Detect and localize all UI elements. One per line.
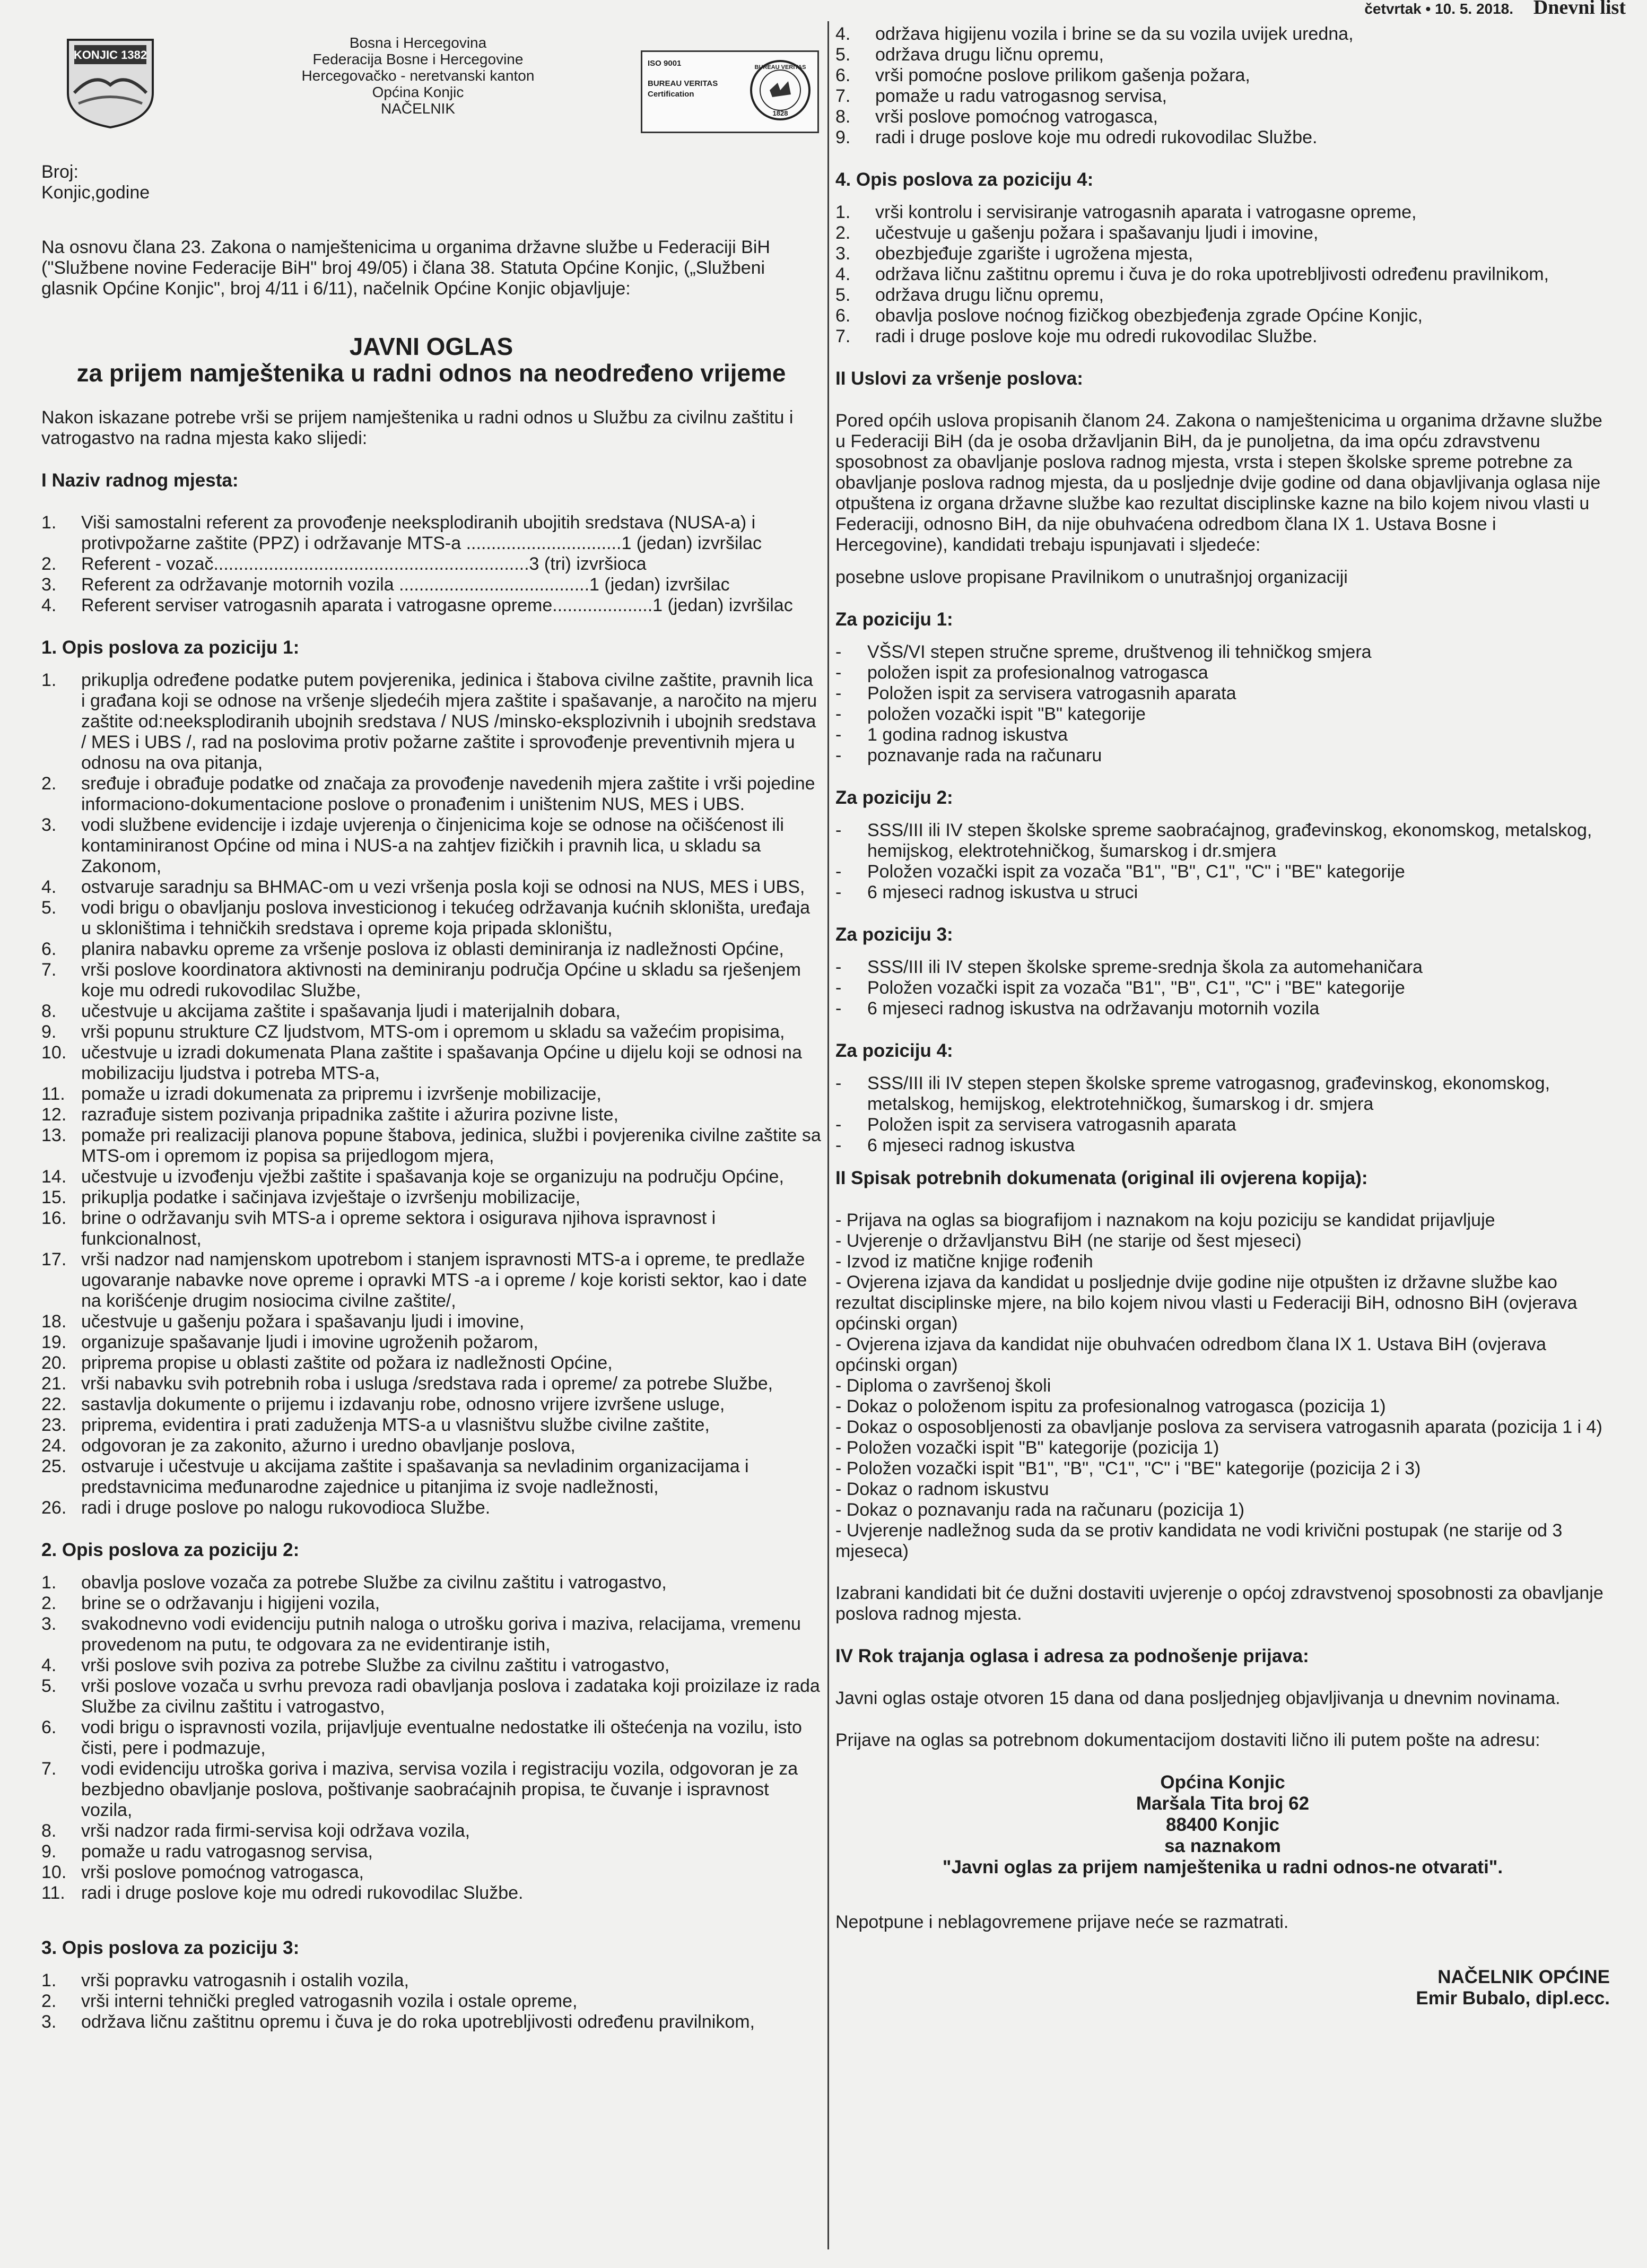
item-number: 17. xyxy=(41,1249,67,1270)
list-item xyxy=(41,1970,821,1991)
requirement-text: položen ispit za profesionalnog vatrogasca xyxy=(867,663,1208,683)
item-number: 8. xyxy=(41,1001,57,1021)
document-item: - Dokaz o osposobljenosti za obavljanje poslova za servisera vatrogasnih aparata (pozicija 1 i 4) xyxy=(835,1417,1602,1437)
item-text: priprema propise u oblasti zaštite od požara iz nadležnosti Općine, xyxy=(81,1353,613,1373)
item-number: 11. xyxy=(41,1883,65,1903)
list-item xyxy=(41,1105,821,1125)
list-item xyxy=(41,939,821,960)
item-text: prikuplja određene podatke putem povjerenika, jedinica i štabova civilne zaštite, pravnih lica i građana koji se odnose na vršenje sljedećih mjera zaštite i spašavanje, a naročito na mjeru zaštite od:neeksplodiranih ubojnih sredstava / NUS /minsko-eksplozivnih i ubojnih sredstava / MES i UBS /, rad na poslovima protiv požarne zaštite i sprovođenje preventivnih mjera u odnosu na ova pitanja, xyxy=(81,670,817,773)
duties-list-1 xyxy=(41,670,821,1518)
item-number: 4. xyxy=(41,877,57,897)
item-number: 7. xyxy=(41,960,57,980)
requirement-item: - SSS/III ili IV stepen školske spreme saobraćajnog, građevinskog, ekonomskog, metalskog, hemijskog, elektrotehničkog, šumarskog i dr.smjera xyxy=(835,820,1610,862)
item-text: radi i druge poslove koje mu odredi rukovodilac Službe. xyxy=(875,127,1318,147)
item-text: vrši kontrolu i servisiranje vatrogasnih aparata i vatrogasne opreme, xyxy=(875,202,1417,222)
item-text: vodi brigu o ispravnosti vozila, prijavljuje eventualne nedostatke ili oštećenja na vozilu, isto čisti, pere i podmazuje, xyxy=(81,1717,802,1758)
list-item xyxy=(41,1821,821,1841)
incomplete-note: Nepotpune i neblagovremene prijave neće se razmatrati. xyxy=(835,1912,1289,1932)
item-number: 3. xyxy=(835,244,851,264)
item-number: 8. xyxy=(835,107,851,127)
section-heading-rok: IV Rok trajanja oglasa i adresa za podnošenje prijava: xyxy=(835,1646,1309,1666)
item-number: 6. xyxy=(835,65,851,85)
list-item xyxy=(41,1167,821,1187)
document-item: - Uvjerenje o državljanstvu BiH (ne starije od šest mjeseci) xyxy=(835,1231,1302,1251)
item-text: brine se o održavanju i higijeni vozila, xyxy=(81,1593,380,1613)
requirement-item: - položen ispit za profesionalnog vatrogasca xyxy=(835,663,1208,683)
item-number: 1. xyxy=(41,1970,57,1991)
item-text: radi i druge poslove koje mu odredi rukovodilac Službe. xyxy=(81,1883,524,1903)
item-number: 15. xyxy=(41,1187,67,1207)
signature-title: NAČELNIK OPĆINE xyxy=(1437,1967,1610,1987)
item-text: Referent serviser vatrogasnih aparata i vatrogasne opreme....................1 (jedan) izvršilac xyxy=(81,595,793,615)
position-3-requirements xyxy=(835,957,1610,1019)
item-text: Referent - vozač...............................................................3 (tri) izvršioca xyxy=(81,554,647,574)
requirement-text: Položen ispit za servisera vatrogasnih aparata xyxy=(867,683,1236,703)
item-text: učestvuje u akcijama zaštite i spašavanja ljudi i materijalnih dobara, xyxy=(81,1001,621,1021)
item-number: 5. xyxy=(41,1676,57,1696)
item-number: 23. xyxy=(41,1415,67,1435)
conditions-paragraph: Pored općih uslova propisanih članom 24. Zakona o namještenicima u organima državne službe u Federaciji BiH (da je osoba državljanin BiH, da je punoljetna, da ima opću zdravstvenu sposobnost za obavljanje poslova radnog mjesta, vrsta i stepen školske spreme potrebne za obavljanje poslova radnog mjesta, da u posljednje dvije godine od dana objavljivanja oglasa nije otpuštena iz organa državne službe kao rezultat disciplinske kazne na bilo kojem nivou vlasti u Federaciji, odnosno BiH, da nije obuhvaćena odredbom člana IX 1. Ustava Bosne i Hercegovine), kandidati trebaju ispunjavati i sljedeće: xyxy=(835,411,1602,555)
document-item: - Prijava na oglas sa biografijom i naznakom na koju poziciju se kandidat prijavljuje xyxy=(835,1210,1495,1230)
letterhead-line-5: NAČELNIK xyxy=(380,100,456,117)
item-number: 2. xyxy=(41,1593,57,1613)
duties-list-3b xyxy=(835,24,1610,148)
item-number: 2. xyxy=(835,223,851,243)
requirement-text: SSS/III ili IV stepen školske spreme saobraćajnog, građevinskog, ekonomskog, metalskog, hemijskog, elektrotehničkog, šumarskog i dr.smjera xyxy=(867,820,1592,861)
requirement-item: - Položen ispit za servisera vatrogasnih aparata xyxy=(835,1115,1236,1135)
ad-subtitle: za prijem namještenika u radni odnos na neodređeno vrijeme xyxy=(76,359,786,387)
item-text: vrši poslove pomoćnog vatrogasca, xyxy=(875,107,1158,127)
item-text: vodi službene evidencije i izdaje uvjerenja o činjenicima koje se odnose na očišćenost ili kontaminiranost Općine od mina i NUS-a na zahtjev fizičkih i pravnih lica, u skladu sa Zakonom, xyxy=(81,815,784,876)
requirement-item: - 6 mjeseci radnog iskustva u struci xyxy=(835,882,1138,902)
item-number: 1. xyxy=(41,1572,57,1593)
address-line-4: sa naznakom xyxy=(1164,1836,1281,1856)
list-item xyxy=(41,1614,821,1655)
list-item xyxy=(41,1456,821,1498)
list-item xyxy=(41,1415,821,1436)
list-item xyxy=(835,306,1610,326)
signature-name: Emir Bubalo, dipl.ecc. xyxy=(1416,1988,1610,2009)
document-item: - Položen vozački ispit "B1", "B", "C1", "C" i "BE" kategorije (pozicija 2 i 3) xyxy=(835,1458,1421,1479)
list-item xyxy=(41,1655,821,1676)
item-number: 9. xyxy=(835,127,851,147)
list-item xyxy=(835,65,1610,86)
section-heading-opis2: 2. Opis poslova za poziciju 2: xyxy=(41,1540,300,1560)
document-number-label: Broj: xyxy=(41,162,79,182)
requirement-text: položen vozački ispit "B" kategorije xyxy=(867,704,1146,724)
list-item xyxy=(41,1759,821,1821)
item-text: održava higijenu vozila i brine se da su vozila uvijek uredna, xyxy=(875,24,1354,44)
requirement-text: 1 godina radnog iskustva xyxy=(867,725,1068,745)
submission-text: Prijave na oglas sa potrebnom dokumentacijom dostaviti lično ili putem pošte na adresu: xyxy=(835,1730,1540,1750)
item-text: učestvuje u izvođenju vježbi zaštite i spašavanja koje se organizuju na području Općine, xyxy=(81,1167,784,1187)
item-text: ostvaruje saradnju sa BHMAC-om u vezi vršenja posla koji se odnosi na NUS, MES i UBS, xyxy=(81,877,805,897)
document-item: - Uvjerenje nadležnog suda da se protiv kandidata ne vodi krivični postupak (ne starije od 3 mjeseca) xyxy=(835,1520,1563,1561)
cert-labels xyxy=(648,58,743,100)
list-item xyxy=(41,1042,821,1084)
list-item xyxy=(41,1084,821,1105)
list-item xyxy=(41,877,821,898)
list-item xyxy=(41,898,821,939)
item-number: 6. xyxy=(835,306,851,326)
letterhead-line-1: Bosna i Hercegovina xyxy=(349,34,487,51)
list-item xyxy=(41,1991,821,2012)
requirement-item: - poznavanje rada na računaru xyxy=(835,745,1102,766)
item-text: vodi evidenciju utroška goriva i maziva, servisa vozila i registraciju vozila, odgovoran je za bezbjedno obavljanje poslova, poštivanje saobraćajnih propisa, te čuvanje i ispravnost vozila, xyxy=(81,1759,798,1820)
item-number: 6. xyxy=(41,939,57,959)
coat-of-arms-text: KONJIC 1382 xyxy=(73,48,147,62)
list-item xyxy=(41,1208,821,1249)
item-text: prikuplja podatke i sačinjava izvještaje o izvršenju mobilizacije, xyxy=(81,1187,581,1207)
item-number: 3. xyxy=(41,1614,57,1634)
list-item xyxy=(41,774,821,815)
letterhead-line-2: Federacija Bosne i Hercegovine xyxy=(312,51,524,67)
requirement-text: Položen vozački ispit za vozača "B1", "B", C1", "C" i "BE" kategorije xyxy=(867,862,1405,882)
item-text: vrši nabavku svih potrebnih roba i usluga /sredstava rada i opreme/ za potrebe Službe, xyxy=(81,1374,773,1394)
list-item xyxy=(41,1187,821,1208)
item-text: ostvaruje i učestvuje u akcijama zaštite i spašavanja sa nevladinim organizacijama i predstavnicima međunarodne zajednice u pitanjima iz svoje nadležnosti, xyxy=(81,1456,749,1497)
item-text: pomaže u radu vatrogasnog servisa, xyxy=(875,86,1167,106)
item-number: 3. xyxy=(41,575,57,595)
item-number: 7. xyxy=(41,1759,57,1779)
newspaper-header xyxy=(1148,0,1647,17)
position-3-heading: Za poziciju 3: xyxy=(835,924,953,945)
item-number: 10. xyxy=(41,1042,67,1063)
item-text: održava ličnu zaštitnu opremu i čuva je do roka upotrebljivosti određenu pravilnikom, xyxy=(875,264,1549,284)
list-item xyxy=(41,1001,821,1022)
position-2-heading: Za poziciju 2: xyxy=(835,787,953,808)
item-number: 7. xyxy=(835,86,851,106)
documents-list xyxy=(835,1210,1610,1562)
section-heading-opis4: 4. Opis poslova za poziciju 4: xyxy=(835,169,1094,190)
section-heading-dokumenti: II Spisak potrebnih dokumenata (original ili ovjerena kopija): xyxy=(835,1168,1368,1188)
item-number: 19. xyxy=(41,1332,67,1352)
requirement-item: - 6 mjeseci radnog iskustva xyxy=(835,1135,1075,1155)
document-item: - Ovjerena izjava da kandidat nije obuhvaćen odredbom člana IX 1. Ustava BiH (ovjerava općinski organ) xyxy=(835,1334,1546,1375)
requirement-item: - Položen vozački ispit za vozača "B1", "B", C1", "C" i "BE" kategorije xyxy=(835,862,1405,882)
health-note: Izabrani kandidati bit će dužni dostaviti uvjerenje o općoj zdravstvenoj sposobnosti za obavljanje poslova radnog mjesta. xyxy=(835,1583,1604,1624)
item-text: vrši nadzor nad namjenskom upotrebom i stanjem ispravnosti MTS-a i opreme, te predlaže ugovaranje nabavke nove opreme i opravki MTS -a i opreme / koje koristi sektor, kao i date na korišćenje drugim nosiocima civilne zaštite/, xyxy=(81,1249,807,1311)
item-text: pomaže pri realizaciji planova popune štabova, jedinica, službi i povjerenika civilne zaštite sa MTS-om i opremom iz popisa sa prijedlogom mjera, xyxy=(81,1125,821,1166)
list-item xyxy=(41,1311,821,1332)
list-item xyxy=(41,1883,821,1904)
item-number: 4. xyxy=(835,24,851,44)
item-text: planira nabavku opreme za vršenje poslova iz oblasti deminiranja iz nadležnosti Općine, xyxy=(81,939,784,959)
requirement-item: - 1 godina radnog iskustva xyxy=(835,725,1068,745)
list-item xyxy=(41,1593,821,1614)
duties-list-2 xyxy=(41,1572,821,1904)
item-number: 2. xyxy=(41,554,57,574)
item-text: Viši samostalni referent za provođenje neeksplodiranih ubojitih sredstava (NUSA-a) i protivpožarne zaštite (PPZ) i održavanje MTS-a ...............................1 (jedan) izvršilac xyxy=(81,512,762,553)
item-number: 12. xyxy=(41,1105,67,1125)
item-text: vrši pomoćne poslove prilikom gašenja požara, xyxy=(875,65,1250,85)
item-text: radi i druge poslove koje mu odredi rukovodilac Službe. xyxy=(875,326,1318,346)
list-item xyxy=(835,45,1610,65)
item-number: 1. xyxy=(41,670,57,690)
list-item xyxy=(835,244,1610,264)
document-item: - Dokaz o položenom ispitu za profesionalnog vatrogasca (pozicija 1) xyxy=(835,1396,1386,1417)
position-2-requirements xyxy=(835,820,1610,903)
lead-paragraph: Nakon iskazane potrebe vrši se prijem namještenika u radni odnos u Službu za civilnu zaštitu i vatrogastvo na radna mjesta kako slijedi: xyxy=(41,407,794,448)
list-item xyxy=(41,1374,821,1394)
item-text: održava ličnu zaštitnu opremu i čuva je do roka upotrebljivosti određenu pravilnikom, xyxy=(81,2012,755,2032)
list-item xyxy=(41,1572,821,1593)
document-item: - Izvod iz matične knjige rođenih xyxy=(835,1252,1093,1272)
duties-list-4 xyxy=(835,202,1610,347)
intro-paragraph: Na osnovu člana 23. Zakona o namještenicima u organima državne službe u Federaciji BiH ("Službene novine Federacije BiH" broj 49/05) i člana 38. Statuta Općine Konjic, („Službeni glasnik Općine Konjic", broj 4/11 i 6/11), načelnik Općine Konjic objavljuje: xyxy=(41,237,770,299)
item-number: 6. xyxy=(41,1717,57,1737)
list-item xyxy=(41,1436,821,1456)
letterhead-line-3: Hercegovačko - neretvanski kanton xyxy=(301,67,535,84)
item-text: brine o održavanju svih MTS-a i opreme sektora i osigurava njihova ispravnost i funkcionalnost, xyxy=(81,1208,716,1249)
iso-certification-badge xyxy=(641,50,819,133)
item-number: 26. xyxy=(41,1498,67,1518)
cert-sub: Certification xyxy=(648,90,694,99)
municipality-coat-of-arms-icon xyxy=(63,34,158,130)
item-text: organizuje spašavanje ljudi i imovine ugroženih požarom, xyxy=(81,1332,538,1352)
item-number: 10. xyxy=(41,1862,67,1882)
item-text: razrađuje sistem pozivanja pripadnika zaštite i ažurira pozivne liste, xyxy=(81,1105,618,1125)
item-text: vrši poslove vozača u svrhu prevoza radi obavljanja poslova i zadataka koji proizilaze iz rada Službe za civilnu zaštitu i vatrogastvo, xyxy=(81,1676,820,1717)
positions-list xyxy=(41,512,821,616)
requirement-item: - VŠS/VI stepen stručne spreme, društvenog ili tehničkog smjera xyxy=(835,642,1372,662)
document-item: - Ovjerena izjava da kandidat u posljednje dvije godine nije otpušten iz državne službe kao rezultat disciplinske mjere, na bilo kojem nivou vlasti u Federaciji BiH, odnosno BiH (ovjerava općinski organ) xyxy=(835,1272,1578,1334)
document-item: - Dokaz o poznavanju rada na računaru (pozicija 1) xyxy=(835,1500,1245,1520)
list-item xyxy=(835,107,1610,127)
requirement-text: 6 mjeseci radnog iskustva u struci xyxy=(867,882,1138,902)
item-text: održava drugu ličnu opremu, xyxy=(875,45,1104,65)
item-text: Referent za održavanje motornih vozila ......................................1 (jedan) izvršilac xyxy=(81,575,730,595)
list-item xyxy=(41,554,821,575)
requirement-text: SSS/III ili IV stepen školske spreme-srednja škola za automehaničara xyxy=(867,957,1423,977)
list-item xyxy=(41,1022,821,1042)
list-item xyxy=(41,670,821,774)
address-line-5: "Javni oglas za prijem namještenika u radni odnos-ne otvarati". xyxy=(942,1857,1503,1878)
item-text: vrši poslove svih poziva za potrebe Službe za civilnu zaštitu i vatrogastvo, xyxy=(81,1655,670,1675)
item-number: 9. xyxy=(41,1022,57,1042)
cert-company: BUREAU VERITAS xyxy=(648,79,718,88)
item-number: 14. xyxy=(41,1167,67,1187)
item-number: 3. xyxy=(41,2012,57,2032)
list-item xyxy=(41,815,821,877)
list-item xyxy=(41,1498,821,1518)
requirement-text: 6 mjeseci radnog iskustva na održavanju motornih vozila xyxy=(867,998,1320,1019)
list-item xyxy=(41,2012,821,2032)
item-number: 13. xyxy=(41,1125,67,1145)
requirement-item: - 6 mjeseci radnog iskustva na održavanju motornih vozila xyxy=(835,998,1320,1019)
requirement-text: VŠS/VI stepen stručne spreme, društvenog ili tehničkog smjera xyxy=(867,642,1372,662)
left-column xyxy=(41,24,821,2252)
section-heading-opis3: 3. Opis poslova za poziciju 3: xyxy=(41,1937,300,1958)
item-text: obezbjeđuje zgarište i ugrožena mjesta, xyxy=(875,244,1193,264)
requirement-item: - položen vozački ispit "B" kategorije xyxy=(835,704,1146,724)
item-text: obavlja poslove vozača za potrebe Službe za civilnu zaštitu i vatrogastvo, xyxy=(81,1572,667,1593)
requirement-text: 6 mjeseci radnog iskustva xyxy=(867,1135,1075,1155)
document-item: - Dokaz o radnom iskustvu xyxy=(835,1479,1049,1499)
list-item xyxy=(41,512,821,554)
deadline-text: Javni oglas ostaje otvoren 15 dana od dana posljednjeg objavljivanja u dnevnim novinama. xyxy=(835,1688,1561,1708)
item-number: 24. xyxy=(41,1436,67,1456)
item-number: 4. xyxy=(835,264,851,284)
position-1-heading: Za poziciju 1: xyxy=(835,609,953,630)
item-text: učestvuje u gašenju požara i spašavanju ljudi i imovine, xyxy=(875,223,1319,243)
item-text: vrši nadzor rada firmi-servisa koji održava vozila, xyxy=(81,1821,470,1841)
item-text: vrši poslove koordinatora aktivnosti na deminiranju područja Općine u skladu sa rješenjem koje mu odredi rukovodilac Službe, xyxy=(81,960,801,1001)
position-1-requirements xyxy=(835,642,1610,766)
item-number: 11. xyxy=(41,1084,65,1104)
letterhead-line-4: Općina Konjic xyxy=(372,84,464,100)
item-number: 21. xyxy=(41,1374,67,1394)
item-number: 4. xyxy=(41,1655,57,1675)
list-item xyxy=(835,285,1610,306)
list-item xyxy=(41,1841,821,1862)
special-conditions: posebne uslove propisane Pravilnikom o unutrašnjoj organizaciji xyxy=(835,567,1348,587)
list-item xyxy=(41,595,821,616)
item-text: radi i druge poslove po nalogu rukovodioca Službe. xyxy=(81,1498,491,1518)
list-item xyxy=(41,1125,821,1167)
requirement-item: - SSS/III ili IV stepen školske spreme-srednja škola za automehaničara xyxy=(835,957,1423,977)
bureau-veritas-seal-icon xyxy=(748,57,812,124)
item-number: 1. xyxy=(835,202,851,222)
requirement-text: poznavanje rada na računaru xyxy=(867,745,1102,766)
list-item xyxy=(835,202,1610,223)
issue-date: četvrtak • 10. 5. 2018. xyxy=(1364,1,1514,17)
list-item xyxy=(41,575,821,595)
item-text: vrši popunu strukture CZ ljudstvom, MTS-om i opremom u skladu sa važećim propisima, xyxy=(81,1022,785,1042)
address-line-1: Općina Konjic xyxy=(1160,1772,1285,1793)
requirement-text: Položen ispit za servisera vatrogasnih aparata xyxy=(867,1115,1236,1135)
list-item xyxy=(41,1249,821,1311)
column-divider xyxy=(827,21,829,2249)
requirement-text: Položen vozački ispit za vozača "B1", "B", C1", "C" i "BE" kategorije xyxy=(867,978,1405,998)
list-item xyxy=(835,264,1610,285)
item-number: 20. xyxy=(41,1353,67,1373)
cert-iso: ISO 9001 xyxy=(648,59,682,68)
item-number: 3. xyxy=(41,815,57,835)
item-text: učestvuje u izradi dokumenata Plana zaštite i spašavanja Općine u dijelu koji se odnosi na mobilizaciju ljudstva i potreba MTS-a, xyxy=(81,1042,802,1083)
document-item: - Položen vozački ispit "B" kategorije (pozicija 1) xyxy=(835,1438,1219,1458)
list-item xyxy=(41,960,821,1001)
item-number: 7. xyxy=(835,326,851,346)
list-item xyxy=(835,326,1610,347)
letterhead xyxy=(41,24,821,162)
list-item xyxy=(41,1332,821,1353)
list-item xyxy=(41,1676,821,1717)
item-text: održava drugu ličnu opremu, xyxy=(875,285,1104,305)
item-number: 2. xyxy=(41,1991,57,2011)
address-line-2: Maršala Tita broj 62 xyxy=(1136,1793,1310,1814)
item-text: vrši interni tehnički pregled vatrogasnih vozila i ostale opreme, xyxy=(81,1991,578,2011)
item-number: 25. xyxy=(41,1456,67,1476)
section-heading-opis1: 1. Opis poslova za poziciju 1: xyxy=(41,637,300,658)
item-text: odgovoran je za zakonito, ažurno i uredno obavljanje poslova, xyxy=(81,1436,576,1456)
list-item xyxy=(835,127,1610,148)
position-4-heading: Za poziciju 4: xyxy=(835,1040,953,1061)
item-number: 18. xyxy=(41,1311,67,1332)
item-number: 1. xyxy=(41,512,57,533)
item-text: vrši popravku vatrogasnih i ostalih vozila, xyxy=(81,1970,409,1991)
requirement-item: - Položen ispit za servisera vatrogasnih aparata xyxy=(835,683,1236,703)
ad-title: JAVNI OGLAS xyxy=(349,333,513,360)
document-place-date: Konjic,godine xyxy=(41,183,150,203)
item-number: 4. xyxy=(41,595,57,615)
item-text: priprema, evidentira i prati zaduženja MTS-a u vlasništvu službe civilne zaštite, xyxy=(81,1415,710,1435)
list-item xyxy=(835,223,1610,244)
item-number: 8. xyxy=(41,1821,57,1841)
item-text: učestvuje u gašenju požara i spašavanju ljudi i imovine, xyxy=(81,1311,525,1332)
list-item xyxy=(835,86,1610,107)
item-number: 22. xyxy=(41,1394,67,1414)
letterhead-text xyxy=(291,34,545,117)
item-number: 5. xyxy=(835,45,851,65)
right-column xyxy=(835,24,1610,2252)
newspaper-brand: Dnevni list xyxy=(1533,0,1626,19)
item-text: sastavlja dokumente o prijemu i izdavanju robe, odnosno vrijere izvršene usluge, xyxy=(81,1394,725,1414)
list-item xyxy=(41,1394,821,1415)
seal-top-text: BUREAU VERITAS xyxy=(754,64,806,71)
section-heading-uslovi: II Uslovi za vršenje poslova: xyxy=(835,368,1083,389)
requirement-text: SSS/III ili IV stepen stepen školske spreme vatrogasnog, građevinskog, ekonomskog, metalskog, hemijskog, elektrotehničkog, šumarskog i dr. smjera xyxy=(867,1073,1550,1114)
item-number: 2. xyxy=(41,774,57,794)
item-text: pomaže u radu vatrogasnog servisa, xyxy=(81,1841,373,1862)
item-number: 5. xyxy=(41,898,57,918)
item-text: pomaže u izradi dokumenata za pripremu i izvršenje mobilizacije, xyxy=(81,1084,602,1104)
item-number: 5. xyxy=(835,285,851,305)
list-item xyxy=(41,1353,821,1374)
item-text: vodi brigu o obavljanju poslova investicionog i tekućeg održavanja kućnih skloništa, uređaja u skloništima i tehničkih sredstava i opreme koja pripada skloništu, xyxy=(81,898,811,939)
requirement-item: - SSS/III ili IV stepen stepen školske spreme vatrogasnog, građevinskog, ekonomskog, metalskog, hemijskog, elektrotehničkog, šumarskog i dr. smjera xyxy=(835,1073,1610,1115)
list-item xyxy=(835,24,1610,45)
position-4-requirements xyxy=(835,1073,1610,1156)
item-text: obavlja poslove noćnog fizičkog obezbjeđenja zgrade Općine Konjic, xyxy=(875,306,1423,326)
document-item: - Diploma o završenoj školi xyxy=(835,1376,1051,1396)
requirement-item: - Položen vozački ispit za vozača "B1", "B", C1", "C" i "BE" kategorije xyxy=(835,978,1405,998)
seal-year-text: 1828 xyxy=(772,109,788,117)
item-number: 9. xyxy=(41,1841,57,1862)
duties-list-3a xyxy=(41,1970,821,2032)
list-item xyxy=(41,1717,821,1759)
item-text: svakodnevno vodi evidenciju putnih naloga o utrošku goriva i maziva, relacijama, vremenu provedenom na putu, te odgovara za ne evidentiranje istih, xyxy=(81,1614,801,1655)
section-heading-naziv: I Naziv radnog mjesta: xyxy=(41,470,239,491)
item-number: 16. xyxy=(41,1208,67,1228)
list-item xyxy=(41,1862,821,1883)
item-text: vrši poslove pomoćnog vatrogasca, xyxy=(81,1862,364,1882)
item-text: sređuje i obrađuje podatke od značaja za provođenje navedenih mjera zaštite i vrši pojedine informaciono-dokumentacione poslove o pronađenim i uništenim NUS, MES i UBS. xyxy=(81,774,815,814)
address-line-3: 88400 Konjic xyxy=(1166,1814,1279,1835)
